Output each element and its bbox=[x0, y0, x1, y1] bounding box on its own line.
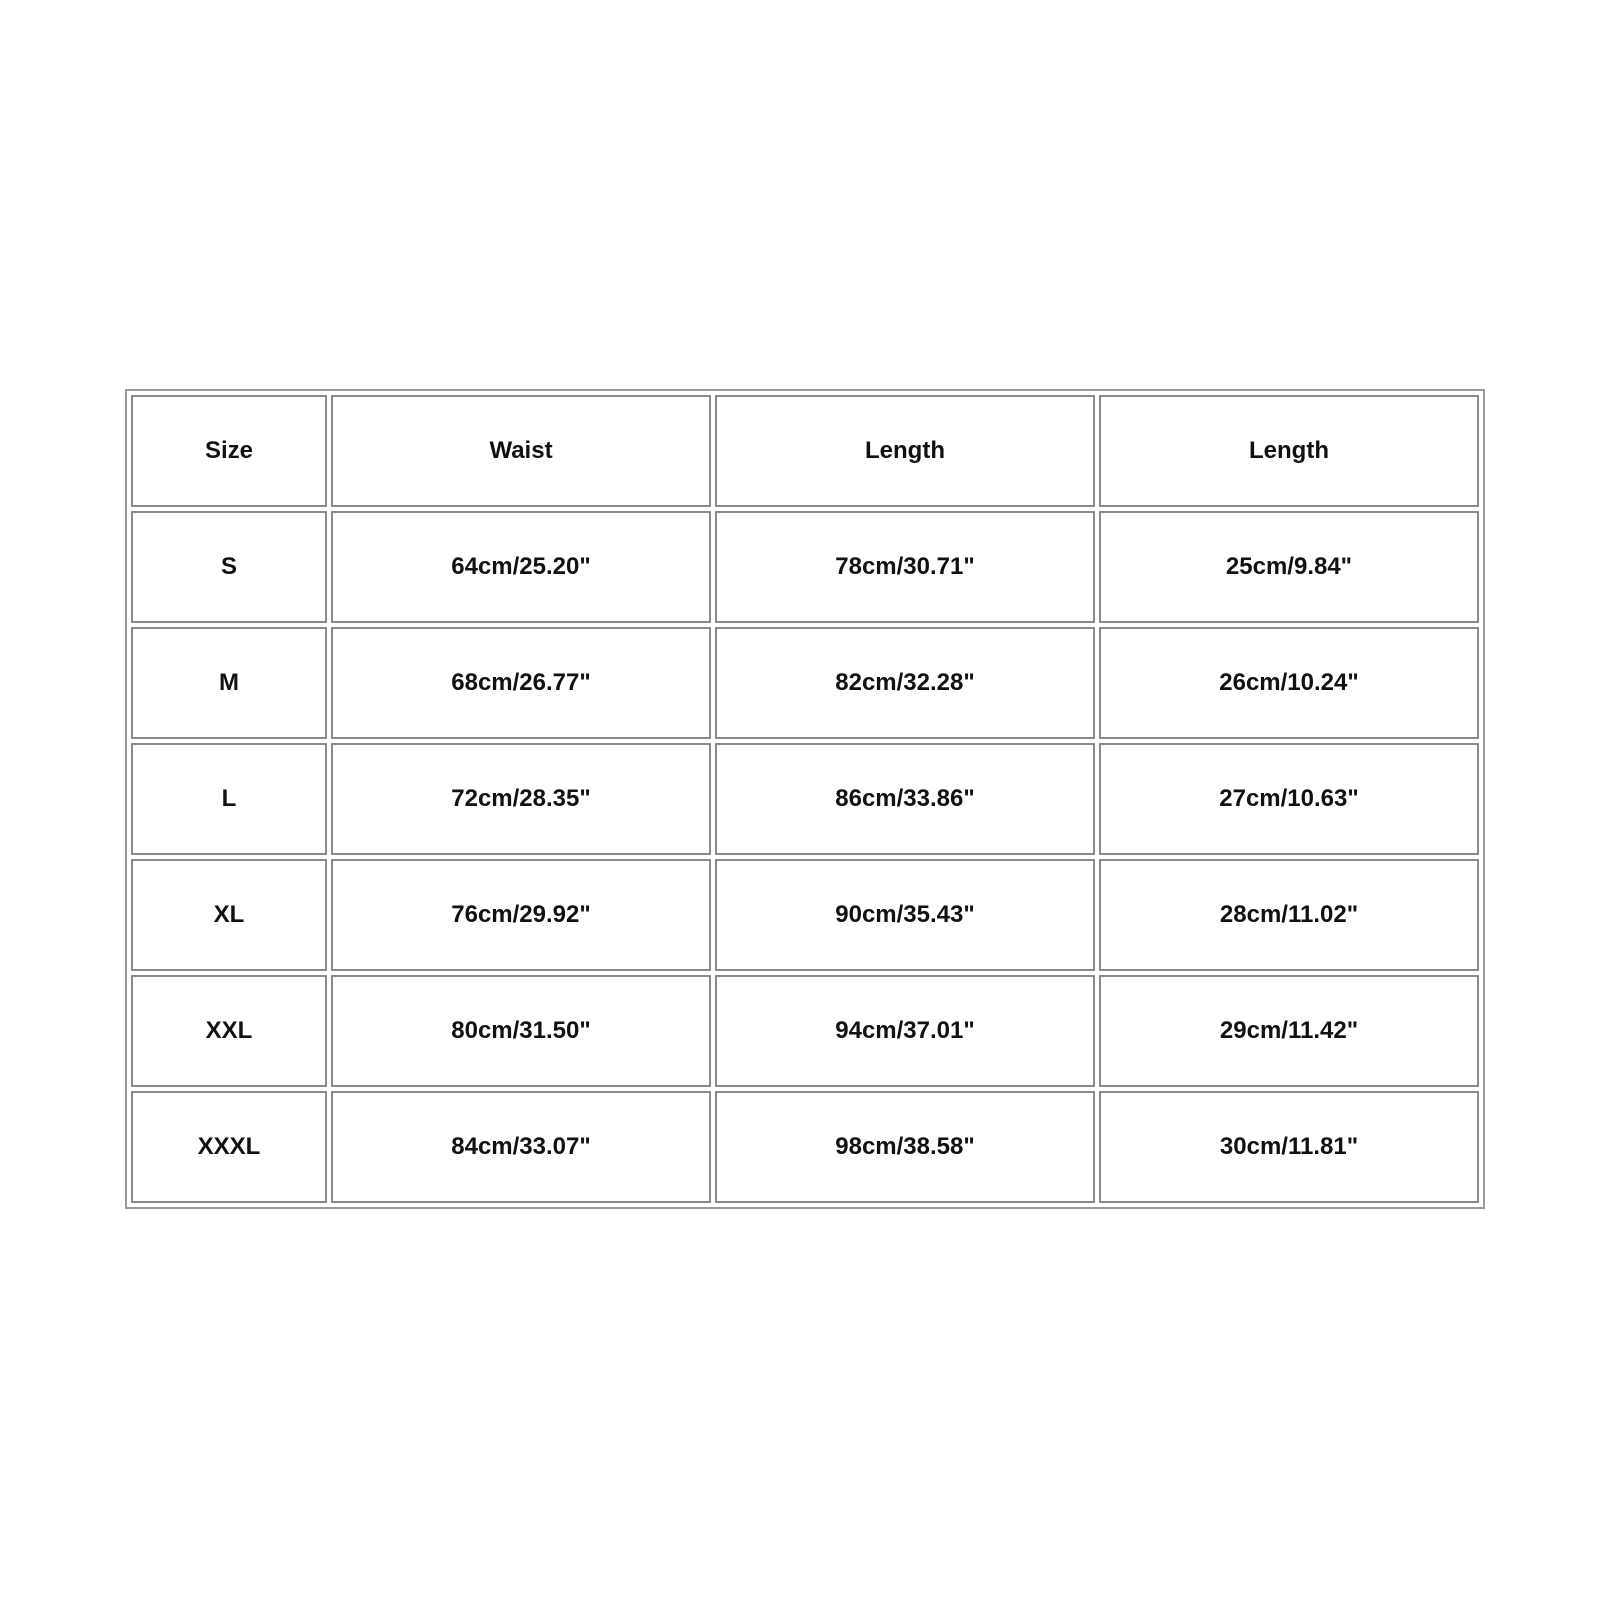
table-row bbox=[131, 859, 1479, 971]
length-cell: 78cm/30.71" bbox=[715, 511, 1095, 623]
size-cell: XXL bbox=[131, 975, 327, 1087]
table-row bbox=[131, 1091, 1479, 1203]
table-row bbox=[131, 975, 1479, 1087]
length-cell: 86cm/33.86" bbox=[715, 743, 1095, 855]
length-2-cell: 28cm/11.02" bbox=[1099, 859, 1479, 971]
length-2-cell: 29cm/11.42" bbox=[1099, 975, 1479, 1087]
table-row bbox=[131, 511, 1479, 623]
waist-cell: 72cm/28.35" bbox=[331, 743, 711, 855]
waist-cell: 80cm/31.50" bbox=[331, 975, 711, 1087]
length-2-cell: 25cm/9.84" bbox=[1099, 511, 1479, 623]
header-waist: Waist bbox=[331, 395, 711, 507]
length-2-cell: 26cm/10.24" bbox=[1099, 627, 1479, 739]
length-2-cell: 30cm/11.81" bbox=[1099, 1091, 1479, 1203]
header-length-2: Length bbox=[1099, 395, 1479, 507]
length-cell: 90cm/35.43" bbox=[715, 859, 1095, 971]
size-cell: S bbox=[131, 511, 327, 623]
header-row bbox=[131, 395, 1479, 507]
table-row bbox=[131, 743, 1479, 855]
waist-cell: 76cm/29.92" bbox=[331, 859, 711, 971]
header-size: Size bbox=[131, 395, 327, 507]
table-row bbox=[131, 627, 1479, 739]
waist-cell: 84cm/33.07" bbox=[331, 1091, 711, 1203]
length-cell: 98cm/38.58" bbox=[715, 1091, 1095, 1203]
length-cell: 82cm/32.28" bbox=[715, 627, 1095, 739]
size-cell: XXXL bbox=[131, 1091, 327, 1203]
size-cell: L bbox=[131, 743, 327, 855]
waist-cell: 68cm/26.77" bbox=[331, 627, 711, 739]
length-2-cell: 27cm/10.63" bbox=[1099, 743, 1479, 855]
size-cell: XL bbox=[131, 859, 327, 971]
size-chart-table bbox=[125, 389, 1485, 1209]
length-cell: 94cm/37.01" bbox=[715, 975, 1095, 1087]
size-cell: M bbox=[131, 627, 327, 739]
header-length: Length bbox=[715, 395, 1095, 507]
waist-cell: 64cm/25.20" bbox=[331, 511, 711, 623]
